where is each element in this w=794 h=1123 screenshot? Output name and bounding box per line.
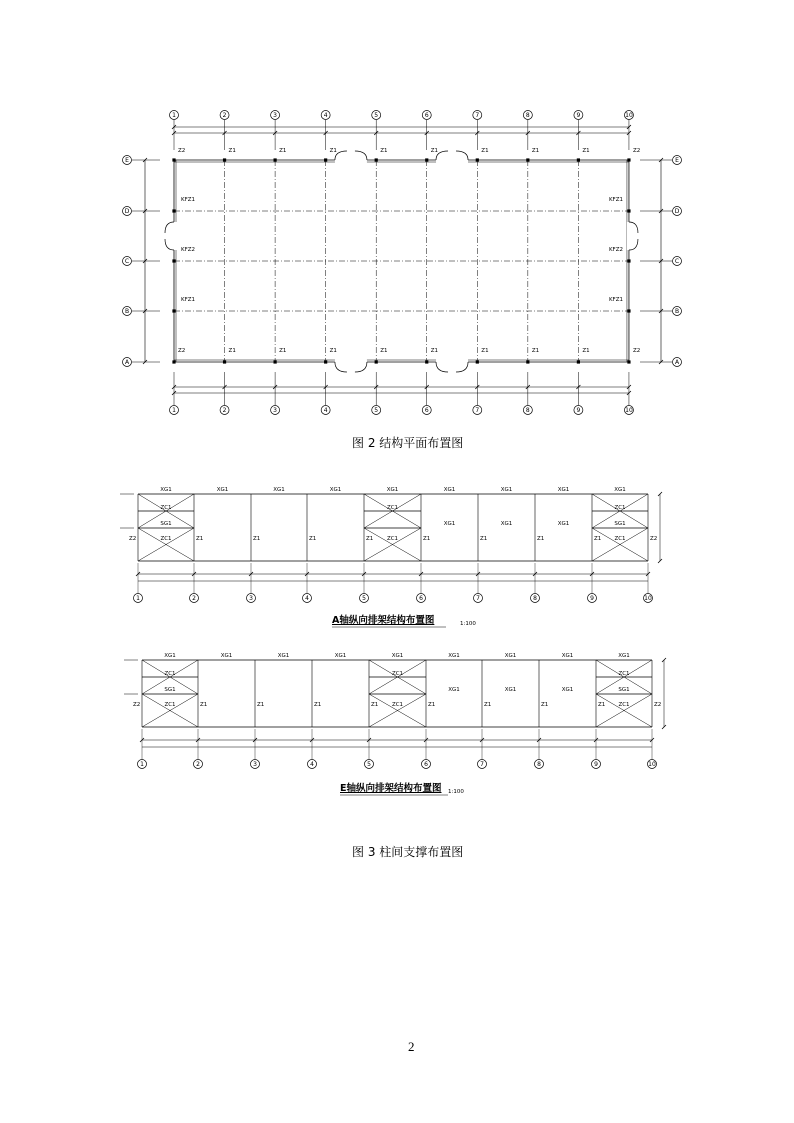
plan-gable-label-right-2: KFZ1 (608, 297, 623, 303)
elev-e-axis-1-label: 1 (140, 761, 144, 769)
plan-axis-bottom-7-label: 7 (475, 407, 480, 415)
figure-2-caption: 图 2 结构平面布置图 (352, 436, 464, 450)
elev-e-bay1-brace-top-label: ZC1 (391, 671, 404, 677)
elev-e-mid-tie-label-3: XG1 (561, 687, 574, 693)
plan-col-bottom-label-4: Z1 (380, 348, 388, 354)
elev-e-column-label-4: Z1 (371, 702, 379, 708)
plan-col-top-1 (223, 158, 226, 161)
plan-axis-top-1-label: 1 (172, 112, 176, 120)
plan-axis-top-4-label: 4 (323, 112, 328, 120)
plan-axis-right-D-label: D (674, 208, 680, 216)
elev-e-bay2-brace-top-label: ZC1 (618, 671, 630, 677)
plan-col-bottom-6 (476, 360, 479, 363)
plan-axis-top-7-label: 7 (475, 112, 480, 120)
plan-axis-bottom-3-label: 3 (273, 407, 278, 415)
plan-col-bottom-1 (223, 360, 226, 363)
plan-door-gap-bottom-a (335, 359, 367, 363)
plan-axis-top-3-label: 3 (273, 112, 278, 120)
elev-a-column-label-0: Z2 (129, 536, 137, 542)
elev-e-top-tie-label-4: XG1 (391, 653, 404, 659)
plan-axis-bottom-2-label: 2 (222, 407, 227, 415)
plan-col-bottom-label-2: Z1 (279, 348, 287, 354)
plan-door-gap-bottom-b (436, 359, 468, 363)
elev-e-axis-7-label: 7 (480, 761, 484, 769)
elev-a-axis-7-label: 7 (476, 595, 480, 603)
plan-gable-col-left-2 (172, 309, 175, 312)
elev-a-bay2-brace-bottom-label: ZC1 (614, 536, 626, 542)
plan-axis-left-C-label: C (124, 258, 130, 266)
plan-gable-col-right-2 (627, 309, 630, 312)
elev-a-axis-10-label: 10 (644, 595, 652, 603)
elev-e-axis-3-label: 3 (253, 761, 257, 769)
elev-a-top-tie-label-2: XG1 (273, 487, 285, 493)
plan-col-bottom-3 (324, 360, 327, 363)
plan-col-top-0 (172, 158, 175, 161)
plan-gable-col-left-0 (172, 209, 175, 212)
plan-axis-top-9-label: 9 (576, 112, 581, 120)
plan-axis-bottom-9-label: 9 (576, 407, 581, 415)
plan-col-top-7 (526, 158, 529, 161)
elev-a-axis-5-label: 5 (362, 595, 366, 603)
elev-e-column-label-3: Z1 (314, 702, 322, 708)
plan-axis-left-A-label: A (124, 359, 130, 367)
elev-a-mid-tie-label-3: XG1 (557, 521, 570, 527)
plan-gable-label-right-1: KFZ2 (608, 247, 623, 253)
elev-a-mid-tie-label-4: SG1 (614, 521, 626, 527)
plan-col-bottom-7 (526, 360, 529, 363)
plan-col-top-6 (476, 158, 479, 161)
plan-axis-top-10-label: 10 (625, 112, 633, 120)
plan-axis-left-D-label: D (124, 208, 130, 216)
plan-axis-right-B-label: B (674, 308, 680, 316)
elev-e-bay0-brace-bottom-label: ZC1 (164, 702, 176, 708)
elev-a-top-tie-label-8: XG1 (614, 487, 626, 493)
plan-axis-bottom-6-label: 6 (424, 407, 429, 415)
plan-col-bottom-8 (577, 360, 580, 363)
elev-a-axis-4-label: 4 (305, 595, 309, 603)
plan-col-top-label-4: Z1 (380, 148, 388, 154)
elev-e-bay2-brace-bottom-label: ZC1 (618, 702, 630, 708)
plan-gable-label-left-1: KFZ2 (181, 247, 196, 253)
elev-e-column-label-6: Z1 (484, 702, 492, 708)
elev-e-bay0-brace-top-label: ZC1 (164, 671, 176, 677)
elev-a-top-tie-label-6: XG1 (500, 487, 513, 493)
plan-door-bottom-a-r (355, 362, 367, 372)
plan-axis-right-E-label: E (675, 157, 679, 165)
plan-col-bottom-0 (172, 360, 175, 363)
elev-e-mid-tie-label-4: SG1 (618, 687, 630, 693)
elev-a-column-label-5: Z1 (423, 536, 431, 542)
plan-col-bottom-label-0: Z2 (178, 348, 186, 354)
plan-col-top-label-2: Z1 (279, 148, 287, 154)
plan-col-bottom-4 (375, 360, 378, 363)
plan-gable-door-gap-left (172, 222, 177, 250)
plan-gable-label-left-2: KFZ1 (181, 297, 196, 303)
elev-a-axis-8-label: 8 (533, 595, 537, 603)
elev-a-mid-tie-label-1: XG1 (443, 521, 456, 527)
plan-gable-label-left-0: KFZ1 (181, 197, 196, 203)
elev-a-top-tie-label-4: XG1 (386, 487, 399, 493)
plan-gable-door-gap-right (627, 222, 632, 250)
elev-e-top-tie-label-1: XG1 (220, 653, 233, 659)
elev-a-column-label-7: Z1 (537, 536, 545, 542)
plan-door-top-b-r (456, 151, 468, 160)
elev-a-top-tie-label-3: XG1 (329, 487, 342, 493)
elevation-e-scale: 1:100 (448, 789, 464, 795)
elev-a-axis-2-label: 2 (192, 595, 196, 603)
elev-a-top-tie-label-1: XG1 (216, 487, 229, 493)
elev-a-top-tie-label-0: XG1 (160, 487, 172, 493)
elev-a-column-label-2: Z1 (253, 536, 261, 542)
elev-e-axis-5-label: 5 (367, 761, 371, 769)
plan-col-bottom-label-8: Z1 (582, 348, 590, 354)
plan-gable-label-right-0: KFZ1 (608, 197, 623, 203)
elev-a-bay0-brace-top-label: ZC1 (160, 505, 172, 511)
page-number: 2 (408, 1039, 415, 1054)
elev-a-column-label-9: Z2 (650, 536, 658, 542)
plan-axis-bottom-10-label: 10 (625, 407, 633, 415)
elev-a-bay1-brace-bottom-label: ZC1 (386, 536, 399, 542)
plan-col-top-5 (425, 158, 428, 161)
plan-door-bottom-a-l (335, 362, 347, 372)
plan-col-top-label-1: Z1 (228, 148, 236, 154)
plan-col-bottom-label-6: Z1 (481, 348, 489, 354)
elev-a-bay2-brace-top-label: ZC1 (614, 505, 626, 511)
elev-a-bay0-brace-bottom-label: ZC1 (160, 536, 172, 542)
plan-col-top-label-7: Z1 (531, 148, 540, 154)
elev-e-axis-6-label: 6 (424, 761, 428, 769)
plan-col-top-8 (577, 158, 580, 161)
plan-axis-top-8-label: 8 (525, 112, 530, 120)
elev-e-column-label-9: Z2 (654, 702, 662, 708)
plan-col-top-9 (627, 158, 630, 161)
plan-col-bottom-9 (627, 360, 630, 363)
elev-a-column-label-1: Z1 (196, 536, 204, 542)
elevation-a-title: A轴纵向排架结构布置图 (332, 615, 435, 626)
plan-col-top-label-3: Z1 (329, 148, 337, 154)
elev-a-axis-3-label: 3 (249, 595, 253, 603)
elev-a-mid-tie-label-2: XG1 (500, 521, 513, 527)
elevation-a-scale: 1:100 (460, 621, 476, 627)
elev-e-column-label-2: Z1 (257, 702, 265, 708)
plan-gable-col-left-1 (172, 259, 175, 262)
elev-a-top-tie-label-7: XG1 (557, 487, 570, 493)
plan-col-top-2 (274, 158, 277, 161)
elev-e-mid-tie-label-0: SG1 (164, 687, 176, 693)
plan-axis-bottom-1-label: 1 (172, 407, 176, 415)
elev-e-top-tie-label-2: XG1 (277, 653, 290, 659)
plan-door-gap-top-a (335, 159, 367, 163)
plan-col-bottom-label-5: Z1 (430, 348, 439, 354)
plan-col-bottom-5 (425, 360, 428, 363)
elev-e-axis-4-label: 4 (310, 761, 314, 769)
elev-a-mid-tie-label-0: SG1 (160, 521, 172, 527)
elev-e-column-label-5: Z1 (428, 702, 436, 708)
elev-a-axis-1-label: 1 (136, 595, 140, 603)
plan-axis-left-E-label: E (125, 157, 129, 165)
plan-door-bottom-b-l (436, 362, 448, 372)
elev-e-top-tie-label-8: XG1 (618, 653, 630, 659)
elev-a-axis-9-label: 9 (590, 595, 594, 603)
plan-axis-right-A-label: A (674, 359, 680, 367)
elev-e-top-tie-label-6: XG1 (504, 653, 517, 659)
elev-e-column-label-7: Z1 (541, 702, 549, 708)
plan-col-bottom-label-1: Z1 (228, 348, 236, 354)
elev-e-top-tie-label-7: XG1 (561, 653, 574, 659)
plan-gable-col-right-0 (627, 209, 630, 212)
elev-a-top-tie-label-5: XG1 (443, 487, 456, 493)
elev-e-top-tie-label-0: XG1 (164, 653, 176, 659)
elev-e-top-tie-label-5: XG1 (448, 653, 460, 659)
elev-e-column-label-1: Z1 (200, 702, 208, 708)
plan-door-top-a-r (355, 151, 367, 160)
plan-axis-left-B-label: B (124, 308, 130, 316)
elev-e-axis-8-label: 8 (537, 761, 541, 769)
plan-axis-top-2-label: 2 (222, 112, 227, 120)
elev-a-column-label-8: Z1 (594, 536, 602, 542)
plan-axis-top-5-label: 5 (374, 112, 379, 120)
elev-e-mid-tie-label-1: XG1 (448, 687, 460, 693)
elev-e-bay1-brace-bottom-label: ZC1 (391, 702, 404, 708)
plan-col-top-label-6: Z1 (481, 148, 489, 154)
elev-a-column-label-6: Z1 (480, 536, 488, 542)
elev-e-column-label-0: Z2 (133, 702, 141, 708)
plan-col-bottom-2 (274, 360, 277, 363)
plan-axis-right-C-label: C (674, 258, 680, 266)
plan-col-bottom-label-3: Z1 (329, 348, 337, 354)
elev-a-axis-6-label: 6 (419, 595, 423, 603)
elev-e-axis-2-label: 2 (196, 761, 200, 769)
elev-e-mid-tie-label-2: XG1 (504, 687, 517, 693)
elev-e-column-label-8: Z1 (598, 702, 606, 708)
plan-col-bottom-label-9: Z2 (632, 348, 641, 354)
plan-axis-bottom-4-label: 4 (323, 407, 328, 415)
figure-3-caption: 图 3 柱间支撑布置图 (352, 845, 464, 859)
plan-col-top-label-0: Z2 (178, 148, 186, 154)
elev-a-column-label-4: Z1 (366, 536, 374, 542)
plan-col-top-4 (375, 158, 378, 161)
elev-a-bay1-brace-top-label: ZC1 (386, 505, 399, 511)
plan-axis-bottom-5-label: 5 (374, 407, 379, 415)
plan-gable-col-right-1 (627, 259, 630, 262)
plan-col-top-label-9: Z2 (632, 148, 641, 154)
elev-e-top-tie-label-3: XG1 (334, 653, 347, 659)
plan-col-bottom-label-7: Z1 (531, 348, 540, 354)
plan-col-top-label-8: Z1 (582, 148, 590, 154)
elev-e-axis-10-label: 10 (648, 761, 656, 769)
plan-door-gap-top-b (436, 159, 468, 163)
plan-axis-top-6-label: 6 (424, 112, 429, 120)
elev-e-axis-9-label: 9 (594, 761, 598, 769)
plan-col-top-label-5: Z1 (430, 148, 439, 154)
elevation-e-title: E轴纵向排架结构布置图 (340, 783, 442, 794)
plan-door-bottom-b-r (456, 362, 468, 372)
plan-axis-bottom-8-label: 8 (525, 407, 530, 415)
plan-col-top-3 (324, 158, 327, 161)
elev-a-column-label-3: Z1 (309, 536, 317, 542)
